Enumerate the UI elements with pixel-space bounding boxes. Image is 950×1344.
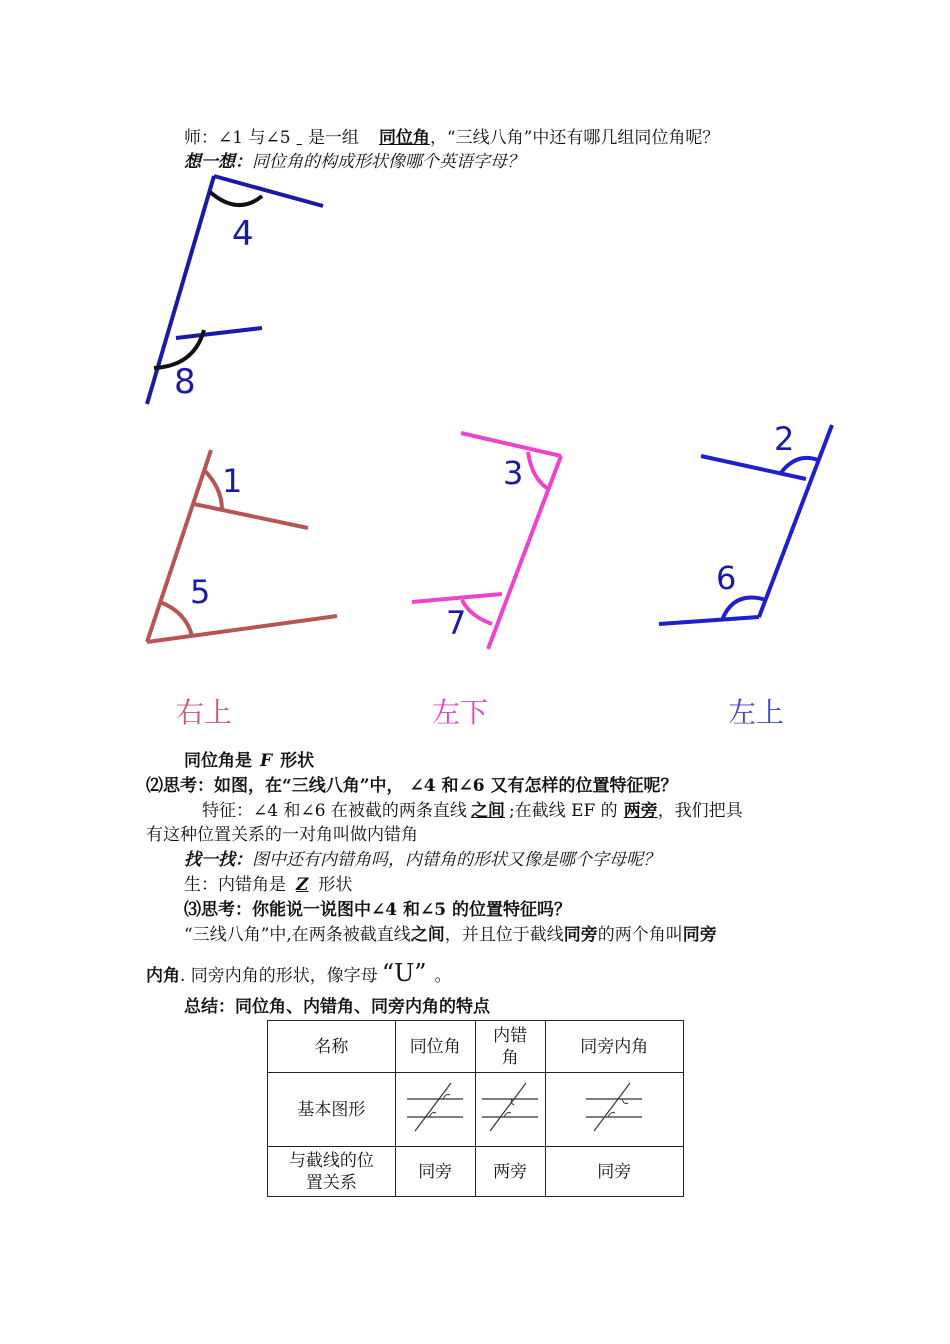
- cell-figure-same-side: [545, 1073, 683, 1147]
- find-line: [184, 849, 660, 871]
- ss-b1: 之间: [410, 925, 445, 945]
- question-2: ⑵思考：如图，在“三线八角”中， ∠4 和∠6 又有怎样的位置特征呢？: [146, 776, 678, 796]
- table-row: [268, 1073, 684, 1147]
- f-shape-pre: 同位角是: [184, 751, 252, 771]
- f-letter: F: [260, 751, 273, 771]
- label-3: 3: [503, 454, 524, 492]
- ss-p4: . 同旁内角的形状，像字母: [180, 966, 378, 986]
- label-5: 5: [190, 573, 211, 611]
- student-line: [184, 874, 352, 896]
- caption-upper-left: 左上: [728, 696, 785, 729]
- z-letter: Z: [296, 875, 309, 895]
- label-8: 8: [174, 362, 196, 402]
- think-lead: 想一想：: [184, 152, 252, 172]
- term-corresponding: 同位角: [378, 128, 430, 148]
- figure-angles-2-6: [659, 420, 832, 624]
- label-7: 7: [446, 604, 467, 642]
- cell-position-corresponding: 同旁: [395, 1147, 475, 1197]
- question-3: ⑶思考：你能说一说图中∠4 和∠5 的位置特征吗？: [184, 900, 571, 920]
- feature-pre: 特征：∠4 和∠6 在被截的两条直线: [202, 801, 467, 821]
- find-lead: 找一找：: [184, 850, 252, 870]
- row-position-text: 与截线的位置关系: [288, 1150, 374, 1193]
- same-side-figure: [584, 1081, 644, 1133]
- label-6: 6: [716, 559, 737, 597]
- f-shape-post: 形状: [280, 751, 315, 771]
- find-text: 图中还有内错角吗，内错角的形状又像是哪个字母呢？: [252, 850, 660, 870]
- header-alt-text: 内错角: [493, 1025, 528, 1068]
- figure-angles-1-5: [147, 450, 337, 642]
- header-same-side-interior: 同旁内角: [545, 1021, 683, 1073]
- header-alternate-interior: [475, 1021, 545, 1073]
- label-2: 2: [774, 420, 795, 458]
- feature-post: ，我们把具: [657, 801, 743, 821]
- ss-b2: 同旁: [563, 925, 598, 945]
- label-4: 4: [232, 214, 254, 254]
- same-side-line-1: [184, 924, 717, 946]
- same-side-line-2: [146, 959, 452, 987]
- caption-upper-right: 右上: [176, 696, 233, 729]
- teacher-pre: 师：∠1 与∠5: [184, 128, 291, 148]
- u-letter: “U”: [381, 959, 427, 987]
- figure-angles-4-8: [147, 176, 323, 404]
- ss-p3: 的两个角叫: [597, 925, 683, 945]
- row-basic-figure-label: 基本图形: [268, 1073, 396, 1147]
- think-text: 同位角的构成形状像哪个英语字母？: [252, 152, 524, 172]
- cell-figure-corresponding: [395, 1073, 475, 1147]
- table-row: [268, 1147, 684, 1197]
- ss-b4: 内角: [146, 966, 180, 986]
- cell-position-same-side: 同旁: [545, 1147, 683, 1197]
- feature-line-2: 有这种位置关系的一对角叫做内错角: [146, 825, 418, 845]
- summary-title: 总结：同位角、内错角、同旁内角的特点: [184, 997, 490, 1017]
- summary-table: [267, 1020, 684, 1197]
- ss-p1: “三线八角”中,在两条被截直线: [184, 925, 411, 945]
- feature-line-1: [202, 800, 743, 822]
- corresponding-figure: [405, 1081, 465, 1133]
- teacher-post: ，“三线八角”中还有哪几组同位角呢？: [429, 128, 720, 148]
- table-row: [268, 1021, 684, 1073]
- ss-b3: 同旁: [682, 925, 717, 945]
- caption-lower-left: 左下: [432, 696, 489, 729]
- header-corresponding: 同位角: [395, 1021, 475, 1073]
- alternate-figure: [480, 1081, 540, 1133]
- ss-p2: ，并且位于截线: [444, 925, 564, 945]
- blank-two-sides: 两旁: [623, 801, 658, 821]
- header-name: 名称: [268, 1021, 396, 1073]
- figure-angles-3-7: [412, 433, 561, 649]
- row-position-label: [268, 1147, 396, 1197]
- student-pre: 生：内错角是: [184, 875, 286, 895]
- blank-between: 之间: [470, 801, 505, 821]
- cell-figure-alternate: [475, 1073, 545, 1147]
- student-post: 形状: [318, 875, 353, 895]
- f-shape-line: [184, 750, 314, 772]
- ss-end: 。: [434, 966, 452, 986]
- cell-position-alternate: 两旁: [475, 1147, 545, 1197]
- feature-mid: ;在截线 EF 的: [508, 801, 618, 821]
- label-1: 1: [222, 462, 243, 500]
- teacher-mid: 是一组: [307, 128, 359, 148]
